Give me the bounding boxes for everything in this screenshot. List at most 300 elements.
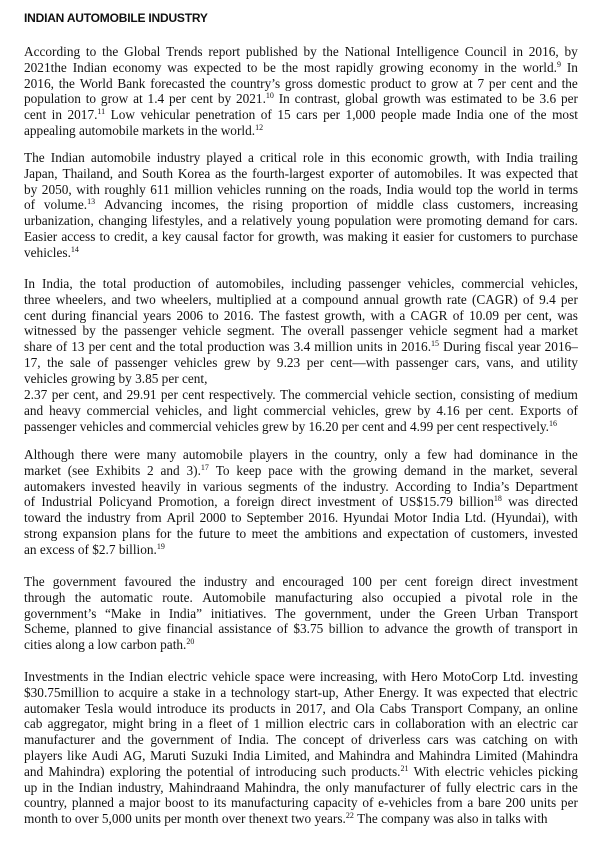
word: [215, 419, 259, 435]
word-text: million: [174, 181, 213, 197]
word-text: light: [233, 402, 258, 418]
word-text: Japan,: [24, 165, 58, 181]
text-line: [24, 276, 578, 292]
word-text: Transport: [526, 605, 578, 621]
word-text: market: [540, 323, 578, 339]
word: [387, 526, 448, 542]
word: [209, 716, 233, 732]
word-text: share: [24, 339, 53, 355]
word-text: and: [387, 418, 407, 434]
word-text: in: [51, 107, 62, 123]
word: [114, 229, 148, 245]
text-line: [24, 76, 578, 92]
word: [52, 387, 69, 403]
word: [80, 419, 124, 435]
word: [149, 716, 177, 732]
word-text: there: [80, 447, 108, 462]
word: [246, 510, 303, 526]
word-text: cent,: [526, 307, 552, 323]
word-text: terms: [548, 181, 578, 197]
word: [454, 526, 465, 542]
word: [24, 685, 99, 701]
word: [223, 229, 254, 245]
word-text: Scheme,: [24, 621, 70, 637]
word: [51, 308, 86, 324]
word: [59, 76, 75, 92]
word-text: of: [239, 763, 251, 779]
word-text: at: [133, 91, 143, 107]
word-text: its: [211, 700, 225, 716]
word-text: Indian: [72, 59, 107, 75]
word-text: three: [24, 291, 51, 307]
word: [437, 795, 463, 811]
word-text: give: [138, 621, 161, 637]
word-text: market,: [493, 462, 534, 478]
word: [304, 606, 371, 622]
word: [451, 91, 502, 107]
word-text: played: [206, 150, 242, 165]
word: [457, 419, 479, 435]
word: [534, 387, 578, 403]
word-text: only: [384, 447, 408, 462]
word: [157, 701, 207, 717]
word: [394, 166, 462, 182]
word: [91, 479, 135, 495]
word-text: growing: [70, 370, 116, 386]
word: [168, 669, 207, 685]
word: [24, 510, 61, 526]
word: [418, 182, 451, 198]
word-text: to: [247, 59, 258, 75]
word-text: exporter: [329, 165, 374, 181]
word: [323, 107, 340, 123]
text-line: [24, 637, 578, 653]
footnote-ref: 21: [400, 763, 409, 773]
word: [231, 510, 241, 526]
word: [371, 150, 423, 166]
word-text: per: [341, 418, 359, 434]
word-text: India: [386, 181, 414, 197]
word: [553, 213, 578, 229]
word-text: expansion: [62, 525, 117, 541]
word: [280, 387, 301, 403]
word-text: carbon: [120, 637, 157, 653]
word: [362, 795, 373, 811]
word-text: of: [56, 339, 68, 355]
word-text: and: [117, 165, 138, 181]
word-text: in: [481, 811, 493, 827]
word: [96, 463, 140, 479]
word: [293, 621, 323, 637]
word-text: 1.4: [147, 91, 165, 107]
paragraph: [24, 447, 578, 558]
word-text: total: [102, 276, 127, 291]
word-text: population: [24, 91, 81, 107]
word: [307, 355, 324, 371]
word-text: like: [67, 747, 88, 763]
word-text: gross: [284, 75, 313, 91]
word-text: product: [370, 75, 412, 91]
word-text: planned: [74, 621, 117, 637]
word: [545, 339, 578, 355]
word-text: 16.20: [308, 418, 339, 434]
word: [233, 403, 257, 419]
word-text: company: [381, 811, 430, 827]
word: [265, 716, 303, 732]
word: [516, 229, 526, 245]
text-line: [24, 44, 578, 60]
word: [491, 510, 549, 526]
text-line: [24, 780, 578, 796]
word-text: report: [208, 44, 241, 59]
word: [294, 339, 311, 355]
word-text: Department: [515, 478, 578, 494]
word-text: to: [506, 91, 518, 107]
word: [534, 732, 547, 748]
word-text: commercial: [263, 402, 327, 418]
word: [238, 732, 269, 748]
footnote-ref: 14: [70, 244, 79, 254]
word-text: According: [24, 44, 81, 59]
word-text: automobiles.: [394, 165, 463, 181]
word-text: to: [99, 228, 110, 244]
word-text: grow: [431, 75, 459, 91]
word: [519, 387, 530, 403]
word-text: India: [505, 150, 534, 165]
word: [231, 76, 281, 92]
word: [124, 323, 176, 339]
text-line: [24, 166, 578, 182]
word-text: and: [520, 354, 540, 370]
word: [567, 403, 578, 419]
word-text: The: [275, 605, 296, 621]
word: [201, 123, 217, 139]
word-text: cent: [190, 91, 213, 107]
word-text: with: [476, 150, 500, 165]
word-text: the: [328, 181, 346, 197]
word: [422, 197, 448, 213]
text-line: [24, 197, 578, 213]
word: [230, 701, 276, 717]
word-text: industry.: [342, 478, 389, 494]
word: [174, 182, 212, 198]
word-text: the: [102, 44, 119, 59]
word: [500, 716, 513, 732]
word: [506, 795, 526, 811]
word-text: financial: [166, 621, 213, 637]
word: [411, 308, 448, 324]
word-text: customers,: [457, 197, 515, 213]
word-text: global: [344, 91, 379, 107]
word: [161, 387, 178, 403]
word-text: wheelers,: [160, 291, 212, 307]
word-text: products: [229, 700, 276, 716]
word: [103, 387, 122, 403]
word-text: Policyand: [98, 494, 152, 510]
word: [567, 621, 577, 637]
word-text: credit,: [114, 228, 148, 244]
word: [311, 447, 327, 463]
word-text: With: [413, 763, 440, 779]
word: [252, 526, 278, 542]
word: [24, 494, 35, 510]
word: [457, 197, 514, 213]
word: [554, 510, 578, 526]
text-line: [24, 590, 578, 606]
word-text: of: [197, 276, 209, 291]
word-text: cent: [182, 387, 205, 402]
word-text: promoting: [426, 213, 482, 229]
word: [247, 60, 257, 76]
word: [85, 701, 113, 717]
word-text: the: [201, 122, 218, 138]
text-line: [24, 91, 578, 107]
word: [480, 447, 538, 463]
word: [236, 91, 274, 107]
word: [455, 355, 480, 371]
word-text: it: [391, 228, 400, 244]
word-text: witnessed: [24, 323, 77, 339]
word: [118, 780, 164, 796]
word-text: Mahindra,: [244, 779, 300, 795]
word: [104, 182, 145, 198]
word-text: forecasted: [150, 75, 205, 91]
word: [212, 669, 250, 685]
word: [101, 91, 128, 107]
word: [346, 150, 365, 166]
word-text: estimated: [451, 91, 503, 107]
word: [127, 419, 146, 435]
word-text: markets: [142, 122, 185, 138]
word-text: direct: [280, 494, 311, 510]
word-text: $3.75: [293, 621, 324, 637]
word-text: were: [289, 669, 316, 684]
word-text: growth,: [324, 307, 366, 323]
word: [75, 811, 99, 827]
word: [277, 355, 300, 371]
word-text: access: [61, 228, 96, 244]
text-line: [24, 811, 578, 827]
word-text: automatic: [100, 589, 153, 605]
word: [508, 494, 529, 510]
word: [399, 308, 405, 324]
word-text: in: [205, 684, 216, 700]
word-text: cent.: [488, 402, 514, 418]
word: [42, 780, 52, 796]
word: [467, 795, 473, 811]
word: [357, 197, 368, 213]
word-text: rising: [252, 197, 283, 213]
word: [432, 510, 459, 526]
word: [533, 213, 549, 229]
word: [24, 276, 35, 292]
word: [457, 479, 467, 495]
word: [41, 494, 92, 510]
word: [24, 748, 62, 764]
word-text: of: [454, 525, 466, 541]
word-text: several: [540, 462, 578, 478]
word: [73, 387, 98, 403]
word-text: assistance: [218, 621, 272, 637]
word: [453, 463, 463, 479]
word-text: and: [24, 763, 44, 779]
word-text: be: [522, 91, 535, 107]
word-text: 2016–: [544, 339, 578, 355]
word: [24, 44, 80, 60]
text-line: [24, 355, 578, 371]
word: [24, 479, 85, 495]
word-text: Ather: [343, 684, 374, 700]
word-text: vehicles: [489, 763, 533, 779]
word-text: growth,: [277, 228, 319, 244]
word: [99, 494, 152, 510]
word-text: manufacturer: [24, 732, 95, 748]
word-text: MotoCorp: [442, 669, 498, 684]
word-text: population: [334, 213, 392, 229]
word: [484, 60, 494, 76]
word: [433, 811, 454, 827]
word: [208, 44, 240, 60]
word: [350, 182, 382, 198]
word: [171, 197, 219, 213]
word: [237, 716, 248, 732]
word-text: 2.37: [24, 387, 48, 402]
word-text: and: [394, 747, 415, 763]
word: [385, 403, 412, 419]
word-text: commercial: [305, 387, 368, 402]
word: [24, 621, 69, 637]
word: [72, 795, 114, 811]
word: [308, 323, 345, 339]
word: [174, 355, 218, 371]
word: [222, 811, 246, 827]
word: [93, 669, 103, 685]
word: [458, 229, 512, 245]
word: [197, 716, 203, 732]
word-text: The: [279, 387, 301, 402]
word-text: the: [47, 354, 64, 370]
word: [142, 166, 173, 182]
word-text: Trends: [166, 44, 203, 59]
word-text: consisting: [460, 387, 515, 402]
word: [57, 780, 73, 796]
word: [480, 166, 501, 182]
word: [539, 150, 577, 166]
word: [217, 182, 261, 198]
word: [86, 44, 96, 60]
word-text: strong: [24, 525, 58, 541]
word-text: ambitions: [304, 525, 358, 541]
word-text: the: [231, 165, 248, 181]
word-text: The: [24, 150, 45, 165]
word-text: vehicles: [24, 370, 68, 386]
word: [275, 590, 353, 606]
word-text: the: [282, 525, 300, 541]
word: [387, 339, 397, 355]
word: [485, 339, 514, 355]
footnote-ref: 18: [493, 494, 502, 504]
word-text: urbanization,: [24, 213, 94, 229]
word: [453, 323, 497, 339]
word-text: Hyundai: [343, 510, 389, 526]
word: [562, 76, 578, 92]
text-line: [24, 323, 578, 339]
word-text: the: [470, 462, 487, 478]
word: [105, 606, 141, 622]
word: [150, 182, 169, 198]
word-text: a: [118, 795, 125, 811]
word: [75, 590, 91, 606]
word: [469, 308, 499, 324]
paragraph: [24, 387, 578, 434]
word-text: fiscal: [484, 339, 514, 355]
word-text: Energy.: [378, 684, 420, 700]
word: [546, 355, 578, 371]
word-text: The: [280, 323, 302, 339]
word: [203, 479, 242, 495]
word-text: occupied: [392, 589, 441, 605]
word-text: in: [42, 779, 53, 795]
word: [187, 463, 209, 479]
word: [113, 60, 162, 76]
word: [110, 764, 161, 780]
word-text: planned: [71, 795, 114, 811]
word: [200, 510, 227, 526]
word-text: two: [135, 291, 156, 307]
word: [303, 732, 344, 748]
word: [218, 621, 271, 637]
word-text: role: [511, 589, 533, 605]
word-text: passenger: [124, 323, 177, 339]
word: [24, 229, 57, 245]
word: [176, 308, 203, 324]
word: [523, 60, 561, 76]
word: [363, 292, 398, 308]
word-text: (CAGR): [471, 291, 518, 307]
word-text: by: [291, 418, 306, 434]
word: [382, 494, 393, 510]
word: [478, 795, 501, 811]
word: [227, 323, 275, 339]
word: [83, 323, 96, 339]
word: [535, 494, 578, 510]
word-text: major: [129, 795, 161, 811]
word-text: the: [500, 59, 517, 75]
word: [24, 123, 76, 139]
word-text: was: [436, 684, 458, 700]
word: [124, 574, 171, 590]
word-text: government,: [304, 605, 372, 621]
word: [383, 669, 407, 685]
word: [121, 637, 157, 653]
word: [259, 308, 280, 324]
word-text: vehicles: [215, 418, 259, 434]
word-text: Cabs: [379, 700, 407, 716]
word: [520, 780, 541, 796]
word: [135, 811, 161, 827]
word-text: 2016.: [223, 307, 254, 323]
word-text: Motor: [393, 510, 428, 526]
word: [191, 748, 228, 764]
word: [417, 403, 430, 419]
word: [291, 276, 341, 292]
word: [187, 764, 234, 780]
word: [24, 182, 37, 198]
word: [49, 403, 81, 419]
word-text: The: [275, 732, 297, 748]
word-text: in: [533, 181, 544, 197]
word: [24, 590, 65, 606]
